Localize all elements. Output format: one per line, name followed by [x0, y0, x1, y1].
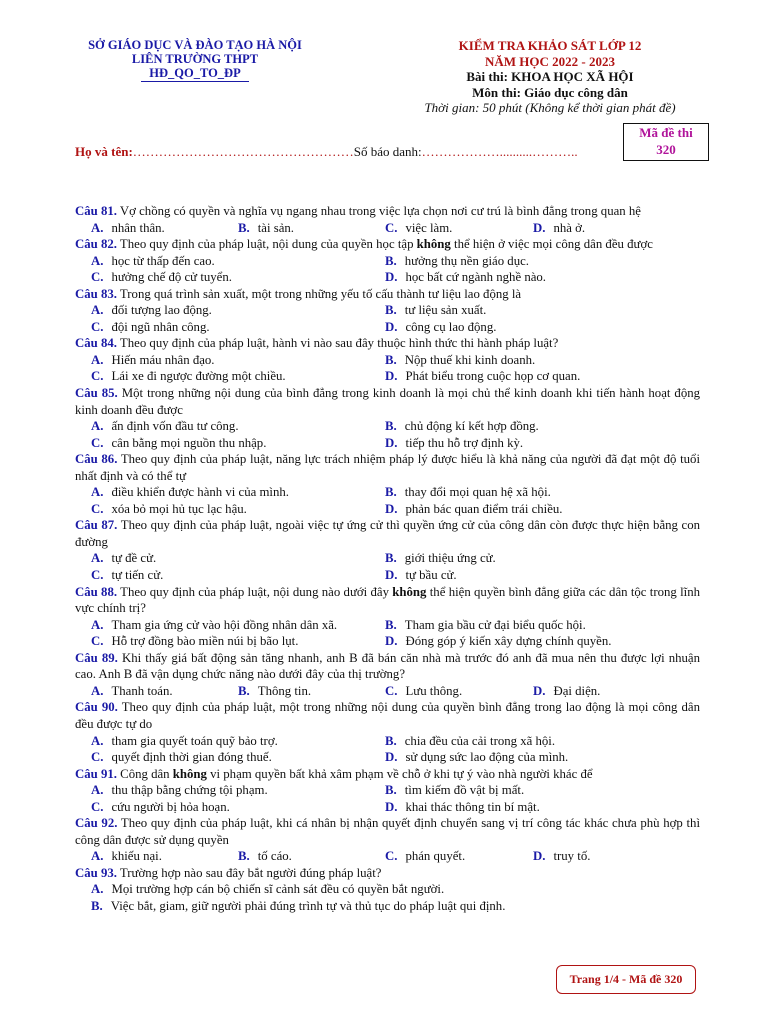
question-text	[75, 699, 700, 732]
option-text: Hiến máu nhân đạo.	[111, 352, 215, 367]
options-row	[75, 269, 700, 286]
question-text	[75, 517, 700, 550]
answer-option	[91, 501, 385, 518]
option-letter: A.	[91, 303, 104, 318]
test-name: Bài thi: KHOA HỌC XÃ HỘI	[466, 69, 634, 84]
answer-option	[385, 484, 679, 501]
answer-option	[385, 617, 679, 634]
option-text: Mọi trường hợp cán bộ chiến sĩ cảnh sát đều có quyền bắt người.	[111, 882, 445, 897]
question-stem: Theo quy định của pháp luật, một trong những nội dung của quyền bình đẳng trong lao động là mọi công dân đều được tự do	[75, 700, 700, 731]
option-letter: A.	[91, 617, 104, 632]
option-letter: B.	[385, 617, 397, 632]
option-letter: D.	[385, 435, 398, 450]
option-letter: B.	[385, 733, 397, 748]
options-row	[75, 302, 700, 319]
question-stem: Theo quy định của pháp luật, ngoài việc tự ứng cử thì quyền ứng cử của công dân còn được thực hiện bằng con đường	[75, 518, 701, 549]
question-stem: Theo quy định của pháp luật, hành vi nào sau đây thuộc hình thức thi hành pháp luật?	[119, 336, 559, 351]
option-text: nhà ở.	[553, 220, 586, 235]
option-letter: C.	[91, 501, 104, 516]
answer-option	[91, 898, 700, 915]
question-number: Câu 82.	[75, 237, 117, 252]
option-letter: D.	[385, 319, 398, 334]
options-row	[75, 501, 700, 518]
school-name: LIÊN TRƯỜNG THPT	[131, 52, 259, 66]
option-text: xóa bỏ mọi hủ tục lạc hậu.	[111, 501, 247, 516]
question-stem: Theo quy định của pháp luật, khi cá nhân bị nhận quyết định chuyển sang vị trí công tác khác chưa phù hợp thì công dân được sử dụng quyền	[75, 816, 701, 847]
option-text: tự đề cử.	[111, 551, 157, 566]
option-letter: B.	[385, 783, 397, 798]
question-stem: Trường hợp nào sau đây bắt người đúng pháp luật?	[119, 865, 382, 880]
name-field: ……………………………………………	[132, 144, 354, 159]
option-text: Nộp thuế khi kinh doanh.	[404, 352, 536, 367]
option-letter: B.	[385, 485, 397, 500]
question-text	[75, 385, 700, 418]
answer-option	[385, 799, 679, 816]
option-text: nhân thân.	[111, 220, 165, 235]
question-emphasis: không	[172, 766, 207, 781]
department-name: SỞ GIÁO DỤC VÀ ĐÀO TẠO HÀ NỘI	[88, 38, 302, 52]
option-letter: C.	[91, 799, 104, 814]
exam-code-label: Mã đề thi	[639, 125, 693, 140]
option-letter: C.	[91, 634, 104, 649]
answer-option	[91, 368, 385, 385]
option-letter: B.	[385, 303, 397, 318]
question-stem-part: Công dân	[120, 766, 173, 781]
option-text: Lái xe đi ngược đường một chiều.	[111, 369, 286, 384]
question-number: Câu 85.	[75, 386, 118, 401]
answer-option	[91, 319, 385, 336]
option-letter: A.	[91, 683, 104, 698]
answer-option	[385, 550, 679, 567]
exam-code: 320	[656, 142, 676, 157]
answer-option	[533, 683, 680, 700]
question-text	[75, 335, 700, 352]
options-row	[75, 550, 700, 567]
answer-option	[91, 269, 385, 286]
answer-option	[533, 220, 680, 237]
answer-option	[91, 418, 385, 435]
option-letter: D.	[385, 369, 398, 384]
name-label: Họ và tên:	[75, 144, 133, 159]
answer-option	[91, 633, 385, 650]
option-text: tư liệu sản xuất.	[404, 303, 487, 318]
option-letter: D.	[385, 634, 398, 649]
header-right	[380, 38, 720, 116]
question-list	[75, 203, 700, 915]
option-letter: D.	[385, 799, 398, 814]
answer-option	[91, 799, 385, 816]
option-letter: D.	[533, 220, 546, 235]
sbd-label: Số báo danh:	[353, 144, 422, 159]
answer-option	[385, 319, 679, 336]
answer-option	[385, 501, 679, 518]
option-letter: B.	[238, 683, 250, 698]
question-number: Câu 90.	[75, 700, 118, 715]
option-letter: C.	[385, 220, 398, 235]
option-letter: A.	[91, 352, 104, 367]
answer-option	[385, 253, 679, 270]
option-text: Tham gia bầu cử đại biểu quốc hội.	[404, 617, 586, 632]
answer-option	[91, 484, 385, 501]
option-letter: A.	[91, 783, 104, 798]
question-emphasis: không	[392, 584, 427, 599]
answer-option	[91, 617, 385, 634]
answer-option	[91, 435, 385, 452]
option-text: Thông tin.	[257, 683, 312, 698]
question-text	[75, 286, 700, 303]
answer-option	[91, 220, 238, 237]
question-stem: Khi thấy giá bất động sản tăng nhanh, anh B đã bán căn nhà mà trước đó anh đã mua nên thu được lợi nhuận cao. Anh B đã vận dụng chức năng nào dưới đây của thị trường?	[75, 650, 701, 682]
option-letter: D.	[385, 501, 398, 516]
question-stem: Một trong những nội dung của bình đẳng trong kinh doanh là mọi chủ thể kinh doanh khi tiến hành hoạt động kinh doanh đều được	[75, 386, 701, 417]
options-row	[75, 319, 700, 336]
options-row	[75, 418, 700, 435]
option-text: hưởng thụ nền giáo dục.	[404, 253, 529, 268]
question-stem: Theo quy định của pháp luật, năng lực trách nhiệm pháp lý được hiểu là khả năng của người đã đạt một độ tuổi nhất định và có thể tự	[75, 452, 700, 483]
question-number: Câu 91.	[75, 766, 117, 781]
question-stem: Vợ chồng có quyền và nghĩa vụ ngang nhau trong việc lựa chọn nơi cư trú là bình đẳng trong quan hệ	[119, 204, 641, 218]
answer-option	[533, 848, 680, 865]
option-text: phán quyết.	[405, 849, 466, 864]
options-row	[75, 898, 700, 915]
option-text: cân bằng mọi nguồn thu nhập.	[111, 435, 267, 450]
option-letter: B.	[385, 419, 397, 434]
question-text	[75, 766, 700, 783]
option-text: tài sản.	[257, 220, 294, 235]
options-row	[75, 617, 700, 634]
options-row	[75, 799, 700, 816]
answer-option	[385, 733, 679, 750]
question-stem-part: Theo quy định của pháp luật, nội dung nào dưới đây	[120, 584, 393, 599]
answer-option	[91, 683, 238, 700]
answer-option	[385, 269, 679, 286]
options-row	[75, 435, 700, 452]
option-text: Đóng góp ý kiến xây dựng chính quyền.	[405, 634, 612, 649]
option-text: Thanh toán.	[111, 683, 173, 698]
options-row	[75, 633, 700, 650]
option-letter: D.	[385, 568, 398, 583]
options-row	[75, 484, 700, 501]
option-text: hưởng chế độ cử tuyển.	[111, 270, 232, 285]
option-text: tự tiến cử.	[111, 568, 164, 583]
option-text: Phát biểu trong cuộc họp cơ quan.	[405, 369, 581, 384]
option-text: tìm kiếm đồ vật bị mất.	[404, 783, 525, 798]
answer-option	[385, 418, 679, 435]
options-row	[75, 683, 700, 700]
question-number: Câu 86.	[75, 452, 118, 467]
question-stem-part: vi phạm quyền bất khả xâm phạm về chỗ ở khi tự ý vào nhà người khác để	[206, 766, 593, 781]
option-text: đối tượng lao động.	[111, 303, 212, 318]
option-letter: A.	[91, 733, 104, 748]
answer-option	[238, 683, 385, 700]
subject-name: Môn thi: Giáo dục công dân	[472, 84, 628, 100]
option-text: Việc bắt, giam, giữ người phải đúng trình tự và thủ tục do pháp luật qui định.	[110, 898, 506, 913]
school-year: NĂM HỌC 2022 - 2023	[485, 53, 615, 69]
option-text: Lưu thông.	[405, 683, 463, 698]
option-letter: B.	[385, 253, 397, 268]
option-text: tiếp thu hỗ trợ định kỳ.	[405, 435, 524, 450]
option-text: Hỗ trợ đồng bào miền núi bị bão lụt.	[111, 634, 299, 649]
answer-option	[385, 302, 679, 319]
question-stem-part: thể hiện quyền bình đẳng giữa các dân tộc trong lĩnh vực chính trị?	[75, 584, 700, 616]
option-text: tham gia quyết toán quỹ bảo trợ.	[111, 733, 278, 748]
exam-title: KIỂM TRA KHẢO SÁT LỚP 12	[458, 38, 642, 53]
option-text: tự bầu cử.	[405, 568, 457, 583]
options-row	[75, 749, 700, 766]
option-letter: D.	[385, 750, 398, 765]
options-row	[75, 368, 700, 385]
answer-option	[385, 352, 679, 369]
answer-option	[385, 749, 679, 766]
question-number: Câu 87.	[75, 518, 118, 533]
question-number: Câu 92.	[75, 816, 118, 831]
option-text: khiếu nại.	[111, 849, 162, 864]
answer-option	[385, 567, 679, 584]
question-number: Câu 89.	[75, 650, 118, 665]
sbd-field: ………………..........………..	[421, 144, 578, 159]
option-text: truy tố.	[553, 849, 591, 864]
option-text: thay đổi mọi quan hệ xã hội.	[404, 485, 551, 500]
question-stem-part: Theo quy định của pháp luật, nội dung của quyền học tập	[119, 237, 417, 252]
options-row	[75, 733, 700, 750]
answer-option	[385, 782, 679, 799]
option-letter: D.	[533, 849, 546, 864]
answer-option	[238, 848, 385, 865]
question-number: Câu 93.	[75, 865, 117, 880]
school-code: HĐ_QO_TO_ĐP	[141, 66, 248, 82]
option-letter: C.	[385, 849, 398, 864]
answer-option	[91, 550, 385, 567]
option-letter: C.	[91, 435, 104, 450]
answer-option	[91, 253, 385, 270]
question-text	[75, 584, 700, 617]
option-letter: A.	[91, 551, 104, 566]
exam-code-box	[623, 123, 709, 161]
question-text	[75, 865, 700, 882]
options-row	[75, 352, 700, 369]
option-letter: C.	[91, 750, 104, 765]
option-letter: C.	[385, 683, 398, 698]
answer-option	[91, 848, 238, 865]
question-number: Câu 83.	[75, 286, 117, 301]
option-letter: C.	[91, 568, 104, 583]
option-text: sử dụng sức lao động của mình.	[405, 750, 569, 765]
answer-option	[91, 352, 385, 369]
question-text	[75, 236, 700, 253]
option-text: việc làm.	[405, 220, 453, 235]
option-letter: A.	[91, 485, 104, 500]
student-info	[75, 144, 578, 160]
answer-option	[238, 220, 385, 237]
option-text: chia đều của cải trong xã hội.	[404, 733, 556, 748]
options-row	[75, 220, 700, 237]
option-letter: B.	[385, 551, 397, 566]
option-text: học từ thấp đến cao.	[111, 253, 215, 268]
option-text: khai thác thông tin bí mật.	[405, 799, 540, 814]
option-text: điều khiển được hành vi của mình.	[111, 485, 289, 500]
option-text: thu thập bằng chứng tội phạm.	[111, 783, 268, 798]
option-text: phản bác quan điểm trái chiều.	[405, 501, 563, 516]
option-text: ấn định vốn đầu tư công.	[111, 419, 239, 434]
question-text	[75, 451, 700, 484]
question-stem: Trong quá trình sản xuất, một trong những yếu tố cấu thành tư liệu lao động là	[119, 286, 522, 301]
option-letter: C.	[91, 319, 104, 334]
option-letter: B.	[91, 898, 103, 913]
question-text	[75, 650, 700, 683]
option-text: Đại diện.	[553, 683, 601, 698]
option-text: cứu người bị hỏa hoạn.	[111, 799, 230, 814]
option-letter: A.	[91, 220, 104, 235]
page-footer: Trang 1/4 - Mã đề 320	[556, 965, 696, 994]
option-letter: B.	[238, 849, 250, 864]
question-number: Câu 81.	[75, 204, 117, 218]
question-number: Câu 84.	[75, 336, 117, 351]
answer-option	[91, 782, 385, 799]
option-letter: A.	[91, 849, 104, 864]
option-text: quyết định thời gian đóng thuế.	[111, 750, 272, 765]
answer-option	[91, 567, 385, 584]
answer-option	[91, 881, 700, 898]
answer-option	[91, 302, 385, 319]
answer-option	[385, 848, 533, 865]
question-number: Câu 88.	[75, 584, 118, 599]
option-text: tố cáo.	[257, 849, 292, 864]
options-row	[75, 848, 700, 865]
question-text	[75, 815, 700, 848]
answer-option	[385, 368, 679, 385]
option-text: công cụ lao động.	[405, 319, 497, 334]
answer-option	[91, 733, 385, 750]
answer-option	[385, 435, 679, 452]
option-letter: B.	[238, 220, 250, 235]
answer-option	[385, 633, 679, 650]
option-text: chủ động kí kết hợp đồng.	[404, 419, 539, 434]
question-emphasis: không	[416, 237, 451, 252]
question-stem-part: thể hiện ở việc mọi công dân đều được	[450, 237, 653, 252]
option-text: giới thiệu ứng cử.	[404, 551, 496, 566]
option-letter: A.	[91, 882, 104, 897]
answer-option	[385, 220, 533, 237]
question-text	[75, 203, 700, 220]
options-row	[75, 253, 700, 270]
option-letter: A.	[91, 419, 104, 434]
answer-option	[91, 749, 385, 766]
option-letter: C.	[91, 270, 104, 285]
option-letter: D.	[385, 270, 398, 285]
options-row	[75, 782, 700, 799]
answer-option	[385, 683, 533, 700]
option-text: Tham gia ứng cử vào hội đồng nhân dân xã.	[111, 617, 338, 632]
option-letter: A.	[91, 253, 104, 268]
time-limit: Thời gian: 50 phút (Không kể thời gian phát đề)	[424, 100, 676, 115]
option-text: học bất cứ ngành nghề nào.	[405, 270, 547, 285]
option-text: đội ngũ nhân công.	[111, 319, 210, 334]
options-row	[75, 881, 700, 898]
option-letter: C.	[91, 369, 104, 384]
option-letter: D.	[533, 683, 546, 698]
options-row	[75, 567, 700, 584]
header-left	[60, 38, 330, 82]
option-letter: B.	[385, 352, 397, 367]
